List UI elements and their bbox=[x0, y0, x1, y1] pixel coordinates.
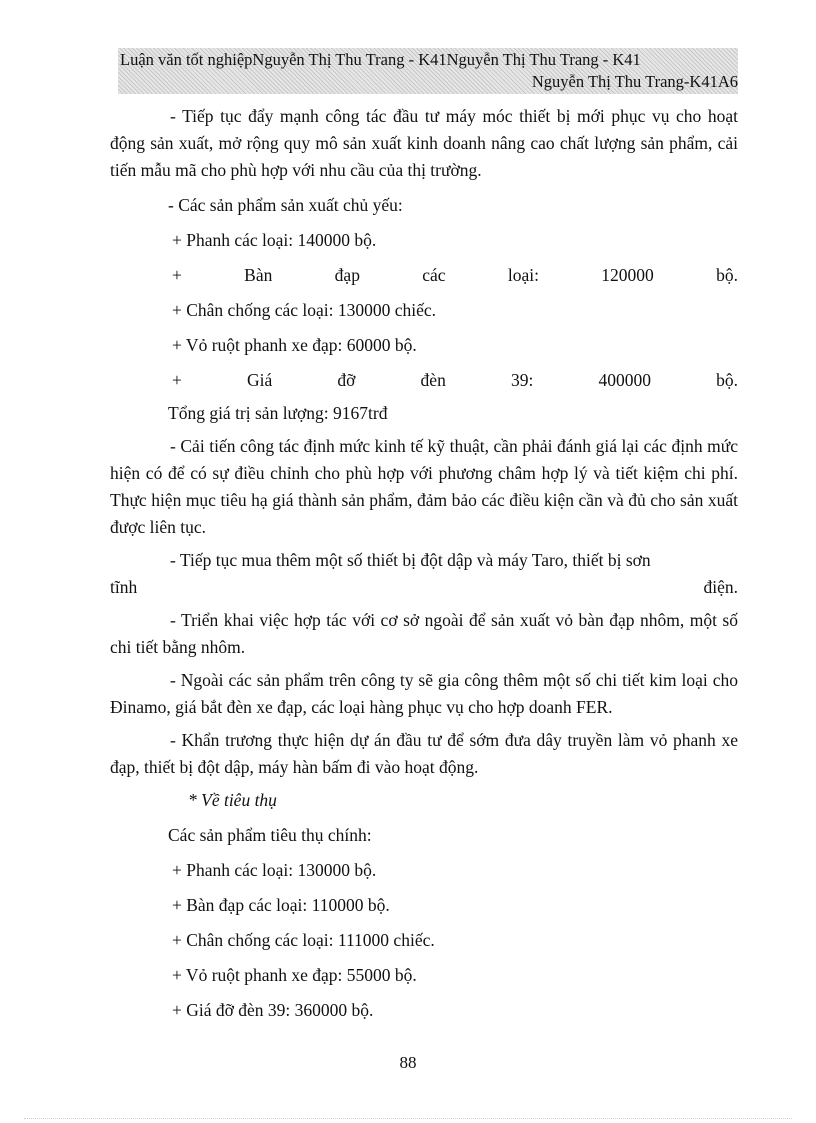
paragraph-cooperation: - Triển khai việc hợp tác với cơ sở ngoài để sản xuất vỏ bàn đạp nhôm, một số chi tiết bằng nhôm. bbox=[110, 610, 738, 657]
word: đèn bbox=[420, 370, 446, 390]
word: đạp bbox=[334, 265, 360, 285]
paragraph-equipment bbox=[110, 547, 738, 574]
consumption-item: + Vỏ ruột phanh xe đạp: 55000 bộ. bbox=[172, 965, 417, 985]
word: loại: bbox=[507, 265, 539, 285]
word: + bbox=[172, 370, 182, 390]
consumption-item: + Chân chống các loại: 111000 chiếc. bbox=[172, 930, 435, 950]
paragraph-norms: - Cải tiến công tác định mức kinh tế kỹ thuật, cần phải đánh giá lại các định mức hiện có để có sự điều chỉnh cho phù hợp với phương châm hợp lý và tiết kiệm chi phí. Thực hiện mục tiêu hạ giá thành sản phẩm, đảm bảo các điều kiện cần và đủ cho sản xuất được liên tục. bbox=[110, 436, 738, 537]
production-item-brakes: + Phanh các loại: 140000 bộ. bbox=[172, 230, 377, 250]
production-item-pedals bbox=[110, 262, 738, 289]
bottom-divider bbox=[24, 1118, 792, 1119]
word: 400000 bbox=[598, 370, 651, 390]
word: điện. bbox=[703, 577, 738, 597]
word: bộ. bbox=[716, 370, 738, 390]
word: Bàn bbox=[244, 265, 273, 285]
consumption-item: + Phanh các loại: 130000 bộ. bbox=[172, 860, 377, 880]
consumption-heading: * Về tiêu thụ bbox=[188, 790, 277, 810]
paragraph-project: - Khẩn trương thực hiện dự án đầu tư để sớm đưa dây truyền làm vỏ phanh xe đạp, thiết bị đột dập, máy hàn bấm đi vào hoạt động. bbox=[110, 730, 738, 777]
running-header-line2: Nguyễn Thị Thu Trang-K41A6 bbox=[531, 72, 738, 91]
word: + bbox=[172, 265, 182, 285]
production-heading: - Các sản phẩm sản xuất chủ yếu: bbox=[168, 195, 403, 215]
paragraph-equipment-line1: - Tiếp tục mua thêm một số thiết bị đột dập và máy Taro, thiết bị sơn bbox=[170, 550, 651, 570]
production-item-brake-shells: + Vỏ ruột phanh xe đạp: 60000 bộ. bbox=[172, 335, 417, 355]
running-header-line1: Luận văn tốt nghiệpNguyễn Thị Thu Trang - K41Nguyễn Thị Thu Trang - K41 bbox=[120, 50, 641, 69]
consumption-intro: Các sản phẩm tiêu thụ chính: bbox=[168, 825, 372, 845]
document-body bbox=[110, 103, 738, 1024]
paragraph-equipment-line2 bbox=[110, 574, 738, 601]
consumption-item: + Giá đỡ đèn 39: 360000 bộ. bbox=[172, 1000, 374, 1020]
word: bộ. bbox=[716, 265, 738, 285]
production-item-lamp-holders bbox=[110, 367, 738, 394]
word: Giá bbox=[247, 370, 273, 390]
page-number: 88 bbox=[399, 1053, 417, 1072]
word: 120000 bbox=[601, 265, 654, 285]
total-output-value: Tổng giá trị sản lượng: 9167trđ bbox=[168, 403, 388, 423]
paragraph-outsourcing: - Ngoài các sản phẩm trên công ty sẽ gia công thêm một số chi tiết kim loại cho Đinamo, giá bắt đèn xe đạp, các loại hàng phục vụ cho hợp doanh FER. bbox=[110, 670, 738, 717]
word: đỡ bbox=[337, 370, 356, 390]
consumption-item: + Bàn đạp các loại: 110000 bộ. bbox=[172, 895, 390, 915]
production-item-kickstands: + Chân chống các loại: 130000 chiếc. bbox=[172, 300, 437, 320]
word: 39: bbox=[510, 370, 534, 390]
paragraph-investment: - Tiếp tục đẩy mạnh công tác đầu tư máy móc thiết bị mới phục vụ cho hoạt động sản xuất, mở rộng quy mô sản xuất kinh doanh nâng cao chất lượng sản phẩm, cải tiến mẫu mã cho phù hợp với nhu cầu của thị trường. bbox=[110, 106, 738, 180]
word: tĩnh bbox=[110, 577, 138, 597]
word: các bbox=[422, 265, 446, 285]
